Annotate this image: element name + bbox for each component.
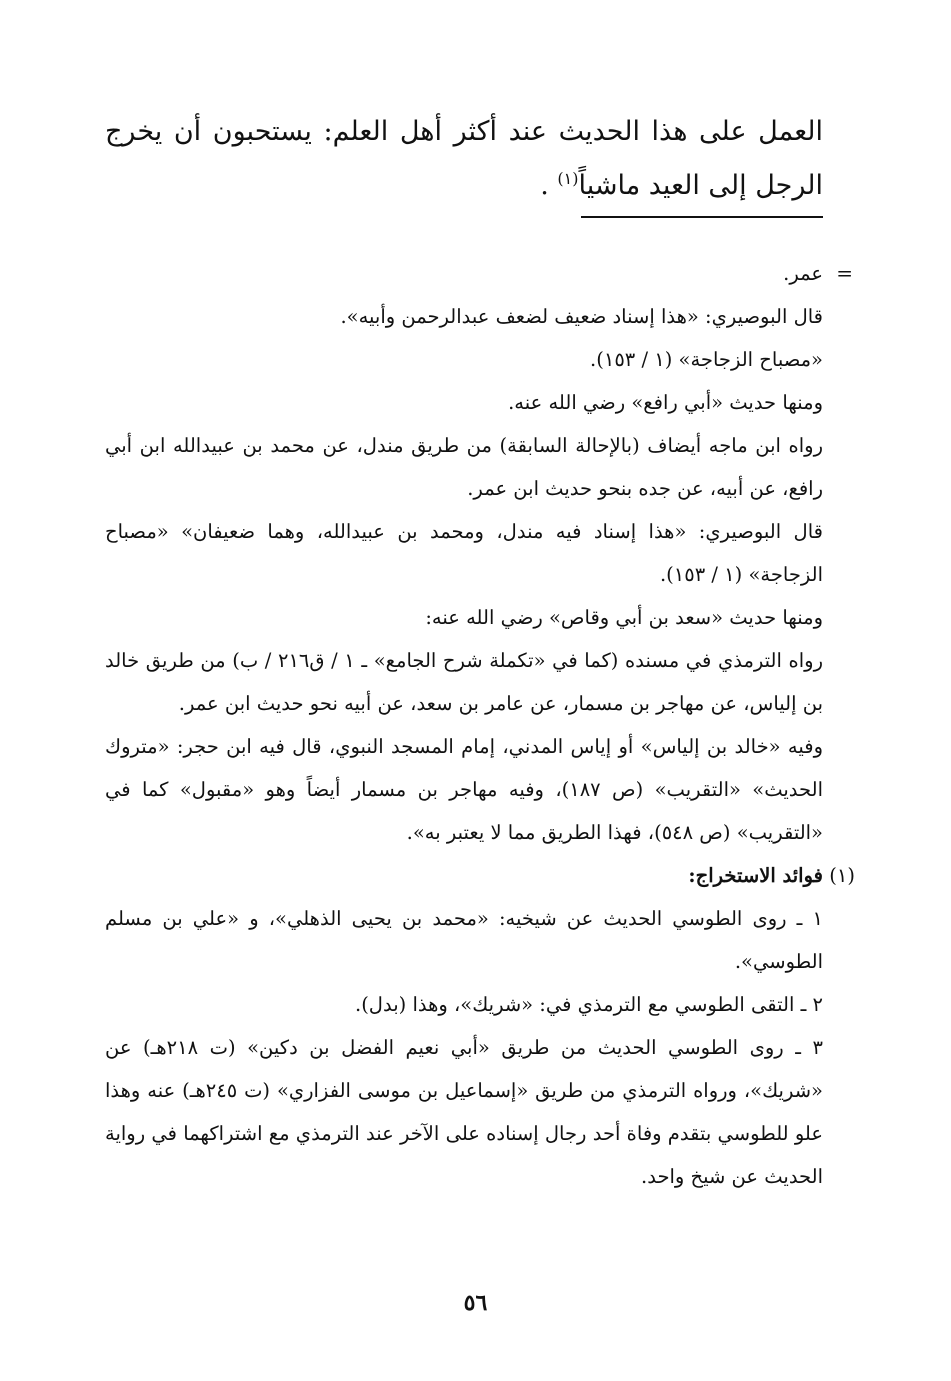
footnote-item: ٣ ـ روى الطوسي الحديث من طريق «أبي نعيم الفضل بن دكين» (ت ٢١٨هـ) عن «شريك»، ورواه الترمذي من طريق «إسماعيل بن موسى الفزاري» (ت ٢٤٥هـ) عنه وهذا علو للطوسي بتقدم وفاة أحد رجال إسناده على الآخر عند الترمذي مع اشتراكهما في رواية الحديث عن شيخ واحد. (105, 1036, 823, 1188)
continuation-mark: = (836, 261, 853, 285)
footnote-item: ١ ـ روى الطوسي الحديث عن شيخيه: «محمد بن يحيى الذهلي»، و «علي بن مسلم الطوسي». (105, 907, 823, 973)
footnote-item: ٢ ـ التقى الطوسي مع الترمذي في: «شريك»، وهذا (بدل). (355, 993, 823, 1016)
footnote-number: (١) (829, 864, 855, 887)
main-paragraph (105, 108, 823, 209)
main-text-end: . (540, 170, 558, 201)
note-paragraph: رواه ابن ماجه أيضاف (بالإحالة السابقة) من طريق مندل، عن محمد بن عبيدالله ابن أبي رافع، عن أبيه، عن جده بنحو حديث ابن عمر. (105, 434, 823, 500)
note-line: «مصباح الزجاجة» (١ / ١٥٣). (590, 348, 823, 371)
note-paragraph: قال البوصيري: «هذا إسناد فيه مندل، ومحمد بن عبيدالله، وهما ضعيفان» «مصباح الزجاجة» (١ / ١٥٣). (105, 520, 823, 586)
note-paragraph: وفيه «خالد بن إلياس» أو إياس المدني، إمام المسجد النبوي، قال فيه ابن حجر: «متروك الحديث» «التقريب» (ص ١٨٧)، وفيه مهاجر بن مسمار أيضاً وهو «مقبول» كما في «التقريب» (ص ٥٤٨)، فهذا الطريق مما لا يعتبر به». (105, 735, 823, 844)
note-paragraph: رواه الترمذي في مسنده (كما في «تكملة شرح الجامع» ـ ١ / ق٢١٦ / ب) من طريق خالد بن إلياس، عن مهاجر بن مسمار، عن عامر بن سعد، عن أبيه نحو حديث ابن عمر. (105, 649, 823, 715)
note-line: قال البوصيري: «هذا إسناد ضعيف لضعف عبدالرحمن وأبيه». (340, 305, 823, 328)
footnote-reference: (١) (557, 169, 579, 188)
note-line: عمر. (783, 262, 823, 285)
footnote-separator (581, 216, 823, 218)
footnote-heading-text: فوائد الاستخراج: (688, 864, 823, 887)
footnotes-section (105, 252, 855, 1198)
page-number: ٥٦ (463, 1290, 488, 1316)
main-text: العمل على هذا الحديث عند أكثر أهل العلم: يستحبون أن يخرج الرجل إلى العيد ماشياً (105, 116, 823, 201)
note-line: ومنها حديث «سعد بن أبي وقاص» رضي الله عنه: (425, 606, 823, 629)
note-line: ومنها حديث «أبي رافع» رضي الله عنه. (508, 391, 823, 414)
footnote-heading (105, 854, 855, 897)
